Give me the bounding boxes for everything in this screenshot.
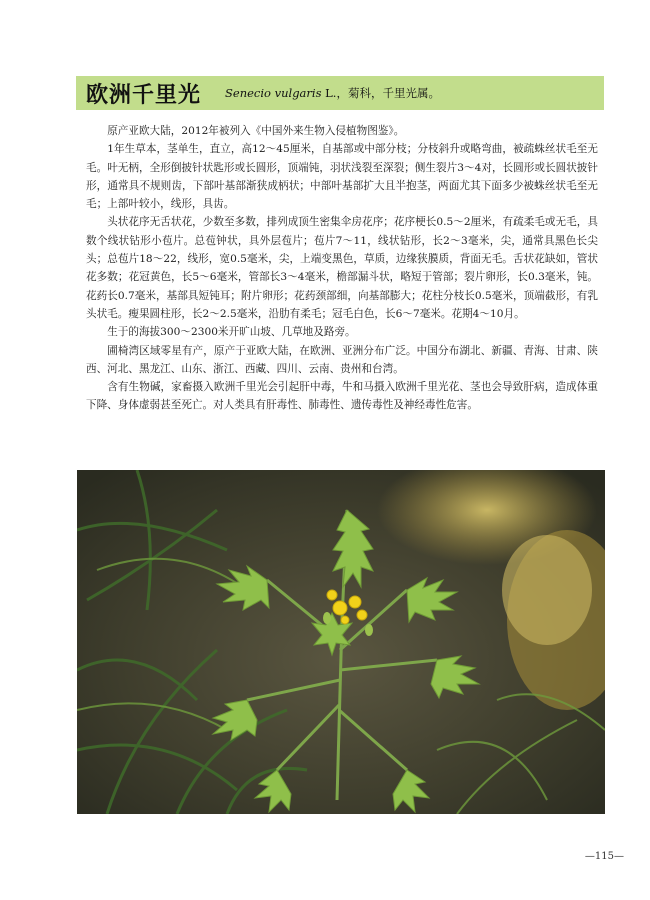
title-bar bbox=[76, 76, 604, 110]
paragraph-habitat: 生于的海拔300～2300米开旷山坡、几草地及路旁。 bbox=[107, 326, 356, 339]
paragraph-inflorescence: 头状花序无舌状花，少数至多数，排列成顶生密集伞房花序；花序梗长0.5～2厘米，有疏柔毛或无毛，具数个线状钻形小苞片。总苞钟状，具外层苞片；苞片7～11，线状钻形，长2～3毫米，尖，通常具黑色长尖头；总苞片18～22，线形，宽0.5毫米，尖，上端变黑色，草质，边缘狭膜质，背面无毛。舌状花缺如，管状花多数；花冠黄色，长5～6毫米，管部长3～4毫米，檐部漏斗状，略短于管部；裂片卵形，长0.3毫米，钝。花药长0.7毫米，基部具短钝耳；附片卵形；花药颈部细，向基部膨大；花柱分枝长0.5毫米，顶端截形，有乳头状毛。瘦果圆柱形，长2～2.5毫米，沿肋有柔毛；冠毛白色，长6～7毫米。花期4～10月。 bbox=[86, 216, 598, 320]
page-number: —115— bbox=[584, 851, 624, 862]
paragraph-origin: 原产亚欧大陆，2012年被列入《中国外来生物入侵植物图鉴》。 bbox=[107, 125, 405, 137]
paragraph-distribution: 圃椅湾区域零星有产，原产于亚欧大陆，在欧洲、亚洲分布广泛。中国分布湖北、新疆、青海、甘肃、陕西、河北、黑龙江、山东、浙江、西藏、四川、云南、贵州和台湾。 bbox=[86, 344, 598, 375]
page-title: 欧洲千里光 bbox=[86, 82, 202, 108]
classification-text: L.，菊科，千里光属。 bbox=[325, 86, 440, 100]
latin-name: Senecio vulgaris bbox=[225, 86, 322, 100]
description-text bbox=[86, 122, 598, 415]
paragraph-morphology: 1年生草本，茎单生，直立，高12～45厘米，自基部或中部分枝；分枝斜升或略弯曲，被疏蛛丝状毛至无毛。叶无柄，全形倒披针状匙形或长圆形，顶端钝，羽状浅裂至深裂；侧生裂片3～4对，长圆形或长圆状披针形，通常具不规则齿，下部叶基部渐狭成柄状；中部叶基部扩大且半抱茎，两面尤其下面多少被蛛丝状毛至无毛；上部叶较小，线形，具齿。 bbox=[86, 143, 598, 211]
paragraph-toxicity: 含有生物碱，家畜摄入欧洲千里光会引起肝中毒，牛和马摄入欧洲千里光花、茎也会导致肝病，造成体重下降、身体虚弱甚至死亡。对人类具有肝毒性、肺毒性、遗传毒性及神经毒性危害。 bbox=[86, 381, 598, 412]
scientific-name-line bbox=[225, 85, 440, 101]
plant-photo bbox=[77, 470, 605, 814]
